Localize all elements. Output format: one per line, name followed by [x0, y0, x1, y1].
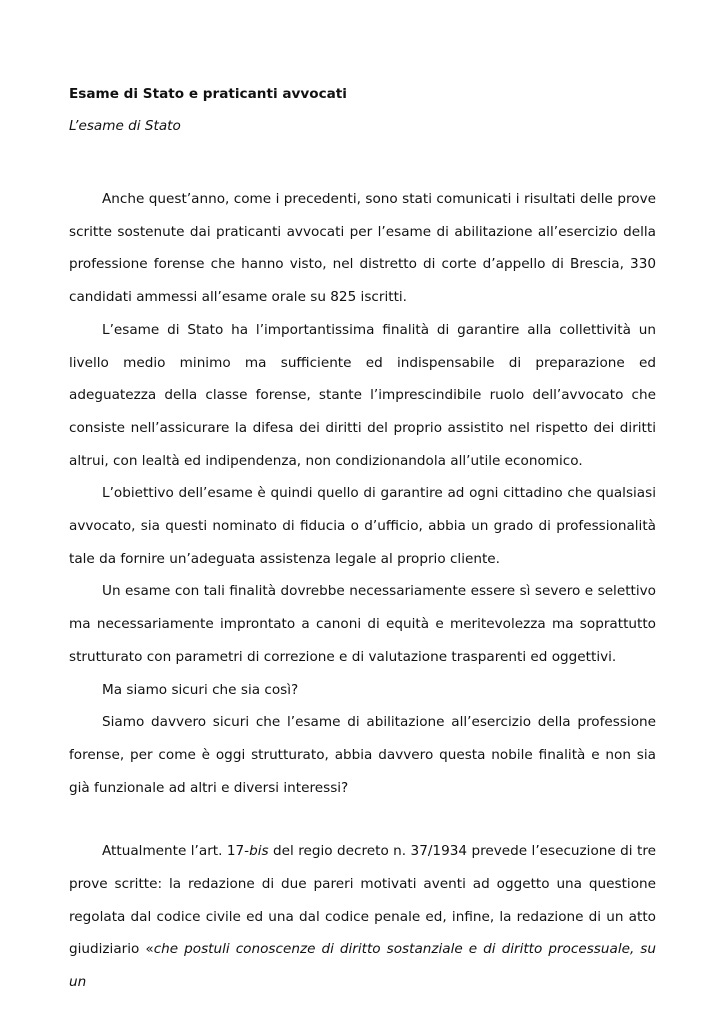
document-title: Esame di Stato e praticanti avvocati: [69, 86, 347, 102]
paragraph-gap: [69, 804, 656, 835]
paragraph-italic-text: che postuli conoscenze di diritto sostanziale e di diritto processuale, su un: [69, 941, 656, 991]
paragraph-text: del regio decreto n. 37/1934 prevede l’esecuzione di tre prove scritte: la redazione di due pareri motivati aventi ad oggetto una questione regolata dal codice civile ed una dal codice penale ed, infine, la redazione di un atto giudiziario «: [69, 843, 656, 958]
paragraph: Anche quest’anno, come i precedenti, sono stati comunicati i risultati delle prove scritte sostenute dai praticanti avvocati per l’esame di abilitazione all’esercizio della professione forense che hanno visto, nel distretto di corte d’appello di Brescia, 330 candidati ammessi all’esame orale su 825 iscritti.: [69, 191, 656, 306]
document-subtitle: L’esame di Stato: [69, 118, 181, 134]
paragraph: L’esame di Stato ha l’importantissima finalità di garantire alla collettività un livello medio minimo ma sufficiente ed indispensabile di preparazione ed adeguatezza della classe forense, stante l’imprescindibile ruolo dell’avvocato che consiste nell’assicurare la difesa dei diritti del proprio assistito nel rispetto dei diritti altrui, con lealtà ed indipendenza, non condizionandola all’utile economico.: [69, 321, 656, 469]
paragraph: L’obiettivo dell’esame è quindi quello di garantire ad ogni cittadino che qualsiasi avvocato, sia questi nominato di fiducia o d’ufficio, abbia un grado di professionalità tale da fornire un’adeguata assistenza legale al proprio cliente.: [69, 485, 656, 567]
paragraph: Un esame con tali finalità dovrebbe necessariamente essere sì severo e selettivo ma necessariamente improntato a canoni di equità e meritevolezza ma soprattutto strutturato con parametri di correzione e di valutazione trasparenti ed oggettivi.: [69, 583, 656, 665]
paragraph: Siamo davvero sicuri che l’esame di abilitazione all’esercizio della professione forense, per come è oggi strutturato, abbia davvero questa nobile finalità e non sia già funzionale ad altri e diversi interessi?: [69, 714, 656, 796]
paragraph-italic-text: bis: [249, 843, 269, 860]
document-body: [69, 183, 656, 999]
paragraph-last: [69, 835, 656, 999]
paragraph-text: Attualmente l’art. 17-: [102, 843, 250, 860]
paragraph: Ma siamo sicuri che sia così?: [102, 681, 299, 698]
